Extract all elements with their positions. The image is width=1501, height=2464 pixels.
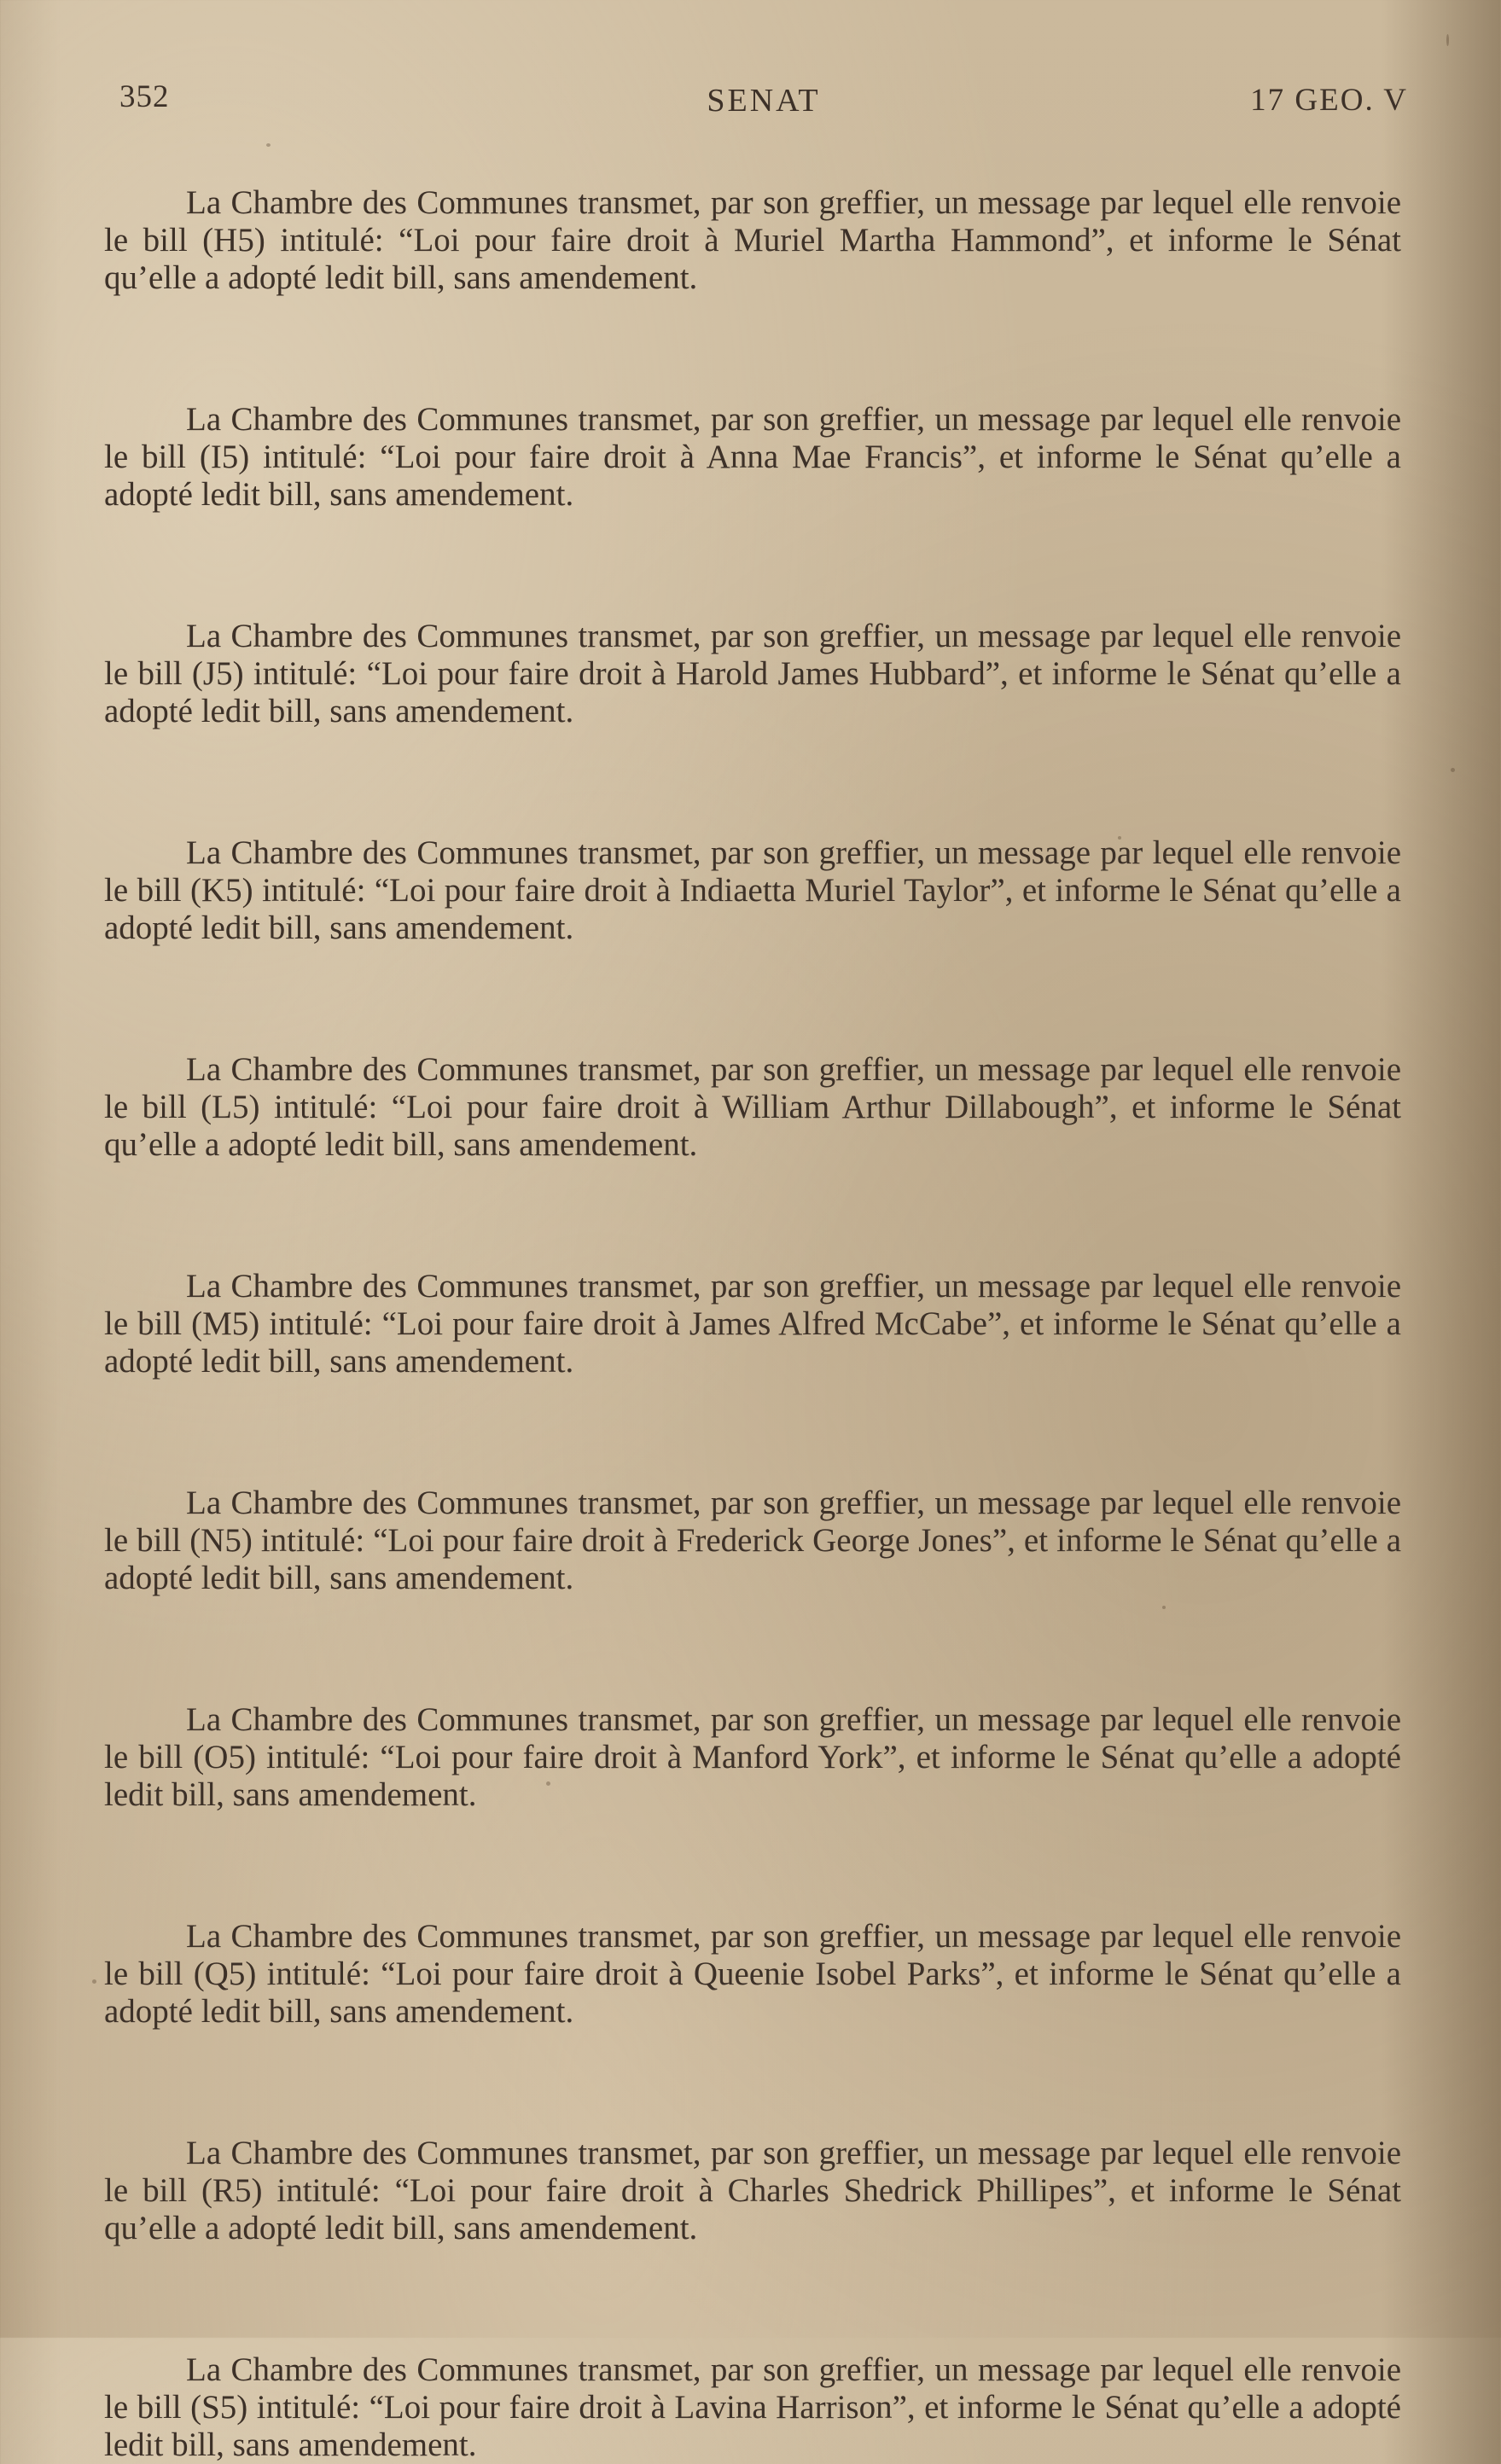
paper-speck (1162, 1606, 1166, 1609)
message-paragraph-l5: La Chambre des Communes transmet, par son greffier, un message par lequel elle renvoie le bill (L5) intitulé: “Loi pour faire droit à William Arthur Dillabough”, et informe le Sénat qu’elle a adopté ledit bill, sans amendement. (104, 1051, 1401, 1163)
message-paragraph-o5: La Chambre des Communes transmet, par son greffier, un message par lequel elle renvoie le bill (O5) intitulé: “Loi pour faire droit à Manford York”, et informe le Sénat qu’elle a adopté ledit bill, sans amendement. (104, 1701, 1401, 1813)
paper-speck (92, 1979, 96, 1984)
message-paragraph-i5: La Chambre des Communes transmet, par son greffier, un message par lequel elle renvoie le bill (I5) intitulé: “Loi pour faire droit à Anna Mae Francis”, et informe le Sénat qu’elle a adopté ledit bill, sans amendement. (104, 401, 1401, 513)
paper-speck (546, 1781, 550, 1786)
paper-speck (266, 143, 271, 147)
message-list (104, 184, 1401, 2464)
volume-label: 17 GEO. V (1250, 83, 1408, 118)
paper-speck (1451, 768, 1455, 772)
page-number: 352 (119, 79, 170, 114)
message-paragraph-s5: La Chambre des Communes transmet, par son greffier, un message par lequel elle renvoie le bill (S5) intitulé: “Loi pour faire droit à Lavina Harrison”, et informe le Sénat qu’elle a adopté ledit bill, sans amendement. (104, 2351, 1401, 2463)
message-paragraph-j5: La Chambre des Communes transmet, par son greffier, un message par lequel elle renvoie le bill (J5) intitulé: “Loi pour faire droit à Harold James Hubbard”, et informe le Sénat qu’elle a adopté ledit bill, sans amendement. (104, 618, 1401, 729)
paper-speck (1118, 836, 1121, 840)
message-paragraph-q5: La Chambre des Communes transmet, par son greffier, un message par lequel elle renvoie le bill (Q5) intitulé: “Loi pour faire droit à Queenie Isobel Parks”, et informe le Sénat qu’elle a adopté ledit bill, sans amendement. (104, 1918, 1401, 2030)
message-paragraph-r5: La Chambre des Communes transmet, par son greffier, un message par lequel elle renvoie le bill (R5) intitulé: “Loi pour faire droit à Charles Shedrick Phillipes”, et informe le Sénat qu’elle a adopté ledit bill, sans amendement. (104, 2135, 1401, 2246)
page-header (119, 78, 1408, 126)
message-paragraph-m5: La Chambre des Communes transmet, par son greffier, un message par lequel elle renvoie le bill (M5) intitulé: “Loi pour faire droit à James Alfred McCabe”, et informe le Sénat qu’elle a adopté ledit bill, sans amendement. (104, 1268, 1401, 1380)
message-paragraph-h5: La Chambre des Communes transmet, par son greffier, un message par lequel elle renvoie le bill (H5) intitulé: “Loi pour faire droit à Muriel Martha Hammond”, et informe le Sénat qu’elle a adopté ledit bill, sans amendement. (104, 184, 1401, 296)
running-title: SENAT (707, 83, 821, 119)
message-paragraph-k5: La Chambre des Communes transmet, par son greffier, un message par lequel elle renvoie le bill (K5) intitulé: “Loi pour faire droit à Indiaetta Muriel Taylor”, et informe le Sénat qu’elle a adopté ledit bill, sans amendement. (104, 834, 1401, 946)
paper-speck (869, 1971, 872, 1974)
message-paragraph-n5: La Chambre des Communes transmet, par son greffier, un message par lequel elle renvoie le bill (N5) intitulé: “Loi pour faire droit à Frederick George Jones”, et informe le Sénat qu’elle a adopté ledit bill, sans amendement. (104, 1485, 1401, 1596)
paper-speck (1446, 34, 1449, 46)
